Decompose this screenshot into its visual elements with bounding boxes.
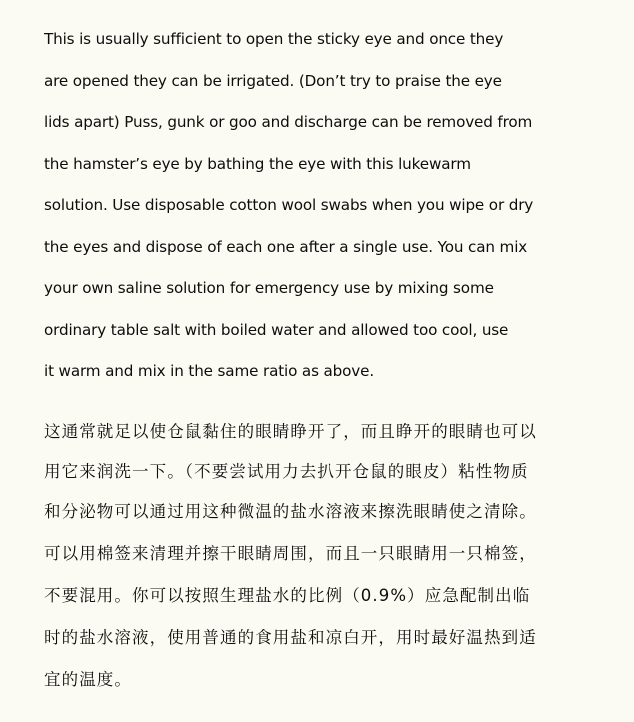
chinese-line: 时的盐水溶液，使用普通的食用盐和凉白开，用时最好温热到适 bbox=[44, 628, 537, 647]
english-line: are opened they can be irrigated. (Don’t try to praise the eye bbox=[44, 72, 502, 90]
chinese-line: 宜的温度。 bbox=[44, 670, 132, 689]
chinese-line: 不要混用。你可以按照生理盐水的比例（0.9%）应急配制出临 bbox=[44, 586, 531, 605]
english-line: lids apart) Puss, gunk or goo and discharge can be removed from bbox=[44, 113, 533, 131]
english-line: the hamster’s eye by bathing the eye with this lukewarm bbox=[44, 155, 471, 173]
chinese-line: 这通常就足以使仓鼠黏住的眼睛睁开了，而且睁开的眼睛也可以 bbox=[44, 422, 537, 441]
chinese-line: 用它来润洗一下。（不要尝试用力去扒开仓鼠的眼皮）粘性物质 bbox=[44, 462, 529, 481]
english-line: ordinary table salt with boiled water and allowed too cool, use bbox=[44, 321, 509, 339]
english-line: your own saline solution for emergency use by mixing some bbox=[44, 279, 494, 297]
english-line: This is usually sufficient to open the sticky eye and once they bbox=[44, 30, 504, 48]
english-line: it warm and mix in the same ratio as above. bbox=[44, 362, 375, 380]
chinese-line: 和分泌物可以通过用这种微温的盐水溶液来擦洗眼睛使之清除。 bbox=[44, 502, 537, 521]
english-line: the eyes and dispose of each one after a single use. You can mix bbox=[44, 238, 528, 256]
english-line: solution. Use disposable cotton wool swabs when you wipe or dry bbox=[44, 196, 534, 214]
chinese-line: 可以用棉签来清理并擦干眼睛周围，而且一只眼睛用一只棉签， bbox=[44, 544, 537, 563]
